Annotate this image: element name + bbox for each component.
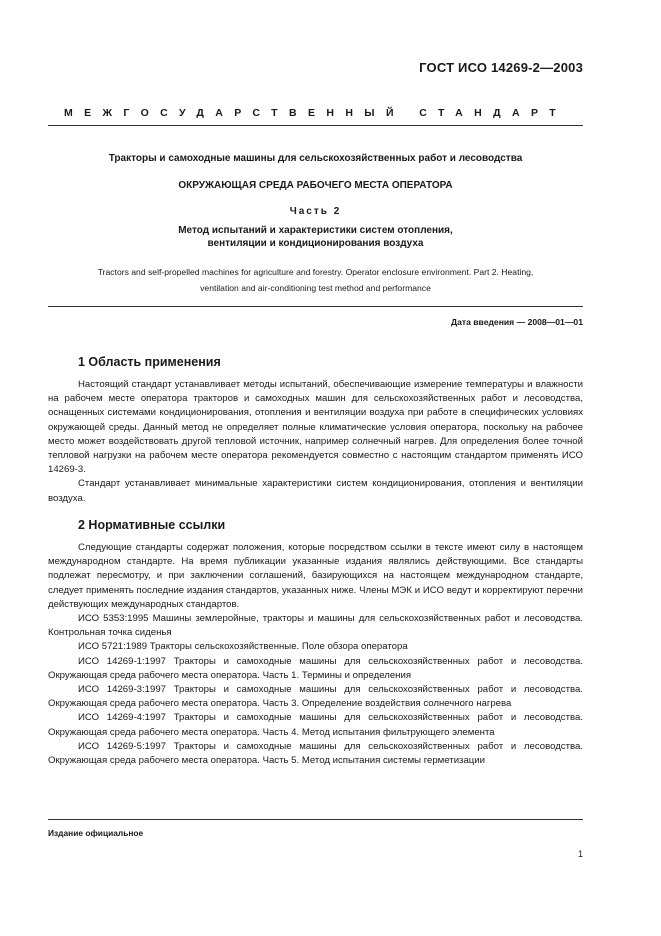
part-title-line2: вентиляции и кондиционирования воздуха (207, 238, 424, 249)
page-number: 1 (577, 849, 583, 859)
introduction-date: Дата введения — 2008—01—01 (450, 317, 583, 327)
paragraph: Настоящий стандарт устанавливает методы испытаний, обеспечивающие измерение температуры и влажности на рабочем месте оператора тракторов и самоходных машин для сельскохозяйственных работ и лесоводства, оснащенных системами кондиционирования, отопления и вентиляции воздуха при работе в специфических условиях окружающей среды. Данный метод не определяет полные климатические условия оператора, поскольку на рабочее место может воздействовать другой тепловой источник, например солнечный нагрев. Для определения более точной тепловой нагрузки на рабочем месте оператора рекомендуется совместно с настоящим стандартом применять ИСО 14269-3. (48, 379, 583, 476)
reference-item: ИСО 5721:1989 Тракторы сельскохозяйственные. Поле обзора оператора (78, 641, 408, 653)
paragraph: Стандарт устанавливает минимальные характеристики систем кондиционирования, отопления и вентиляции воздуха. (48, 478, 583, 504)
english-title-line2: ventilation and air-conditioning test method and performance (200, 283, 431, 293)
reference-item: ИСО 14269-3:1997 Тракторы и самоходные машины для сельскохозяйственных работ и лесоводства. Окружающая среда рабочего места оператора. Часть 3. Определение воздействия солнечного нагрева (48, 684, 583, 710)
title-divider (48, 306, 583, 307)
section-heading-references: 2 Нормативные ссылки (78, 518, 226, 532)
interstate-standard-label: МЕЖГОСУДАРСТВЕННЫЙ СТАНДАРТ (63, 107, 568, 119)
reference-item: ИСО 5353:1995 Машины землеройные, тракторы и машины для сельскохозяйственных работ и лесоводства. Контрольная точка сиденья (48, 613, 583, 639)
section-scope-body (48, 378, 583, 506)
part-title-line1: Метод испытаний и характеристики систем отопления, (178, 225, 453, 236)
standard-code: ГОСТ ИСО 14269-2—2003 (419, 60, 583, 75)
footer-divider (48, 819, 583, 820)
reference-item: ИСО 14269-5:1997 Тракторы и самоходные машины для сельскохозяйственных работ и лесоводства. Окружающая среда рабочего места оператора. Часть 5. Метод испытания системы герметизации (48, 740, 583, 767)
document-subtitle: ОКРУЖАЮЩАЯ СРЕДА РАБОЧЕГО МЕСТА ОПЕРАТОРА (178, 180, 453, 191)
paragraph: Следующие стандарты содержат положения, которые посредством ссылки в тексте имеют силу в настоящем международном стандарте. На время публикации указанные издания являлись действующими. Все стандарты подлежат пересмотру, и при заключении соглашений, базирующихся на настоящем международном стандарте, следует применять последние издания стандартов, указанных ниже. Члены МЭК и ИСО ведут и корректируют перечни действующих международных стандартов. (48, 542, 583, 610)
reference-item: ИСО 14269-1:1997 Тракторы и самоходные машины для сельскохозяйственных работ и лесоводства. Окружающая среда рабочего места оператора. Часть 1. Термины и определения (48, 655, 583, 681)
reference-item: ИСО 14269-4:1997 Тракторы и самоходные машины для сельскохозяйственных работ и лесоводства. Окружающая среда рабочего места оператора. Часть 4. Метод испытания фильтрующего элемента (48, 712, 583, 738)
document-title: Тракторы и самоходные машины для сельскохозяйственных работ и лесоводства (108, 153, 523, 164)
part-label: Часть 2 (289, 206, 342, 217)
official-edition-label: Издание официальное (48, 828, 144, 838)
english-title (48, 264, 583, 296)
section-heading-scope: 1 Область применения (78, 355, 221, 369)
header-divider (48, 125, 583, 126)
english-title-line1: Tractors and self-propelled machines for agriculture and forestry. Operator enclosure environment. Part 2. Heating, (97, 267, 534, 277)
section-references-body (48, 541, 583, 768)
